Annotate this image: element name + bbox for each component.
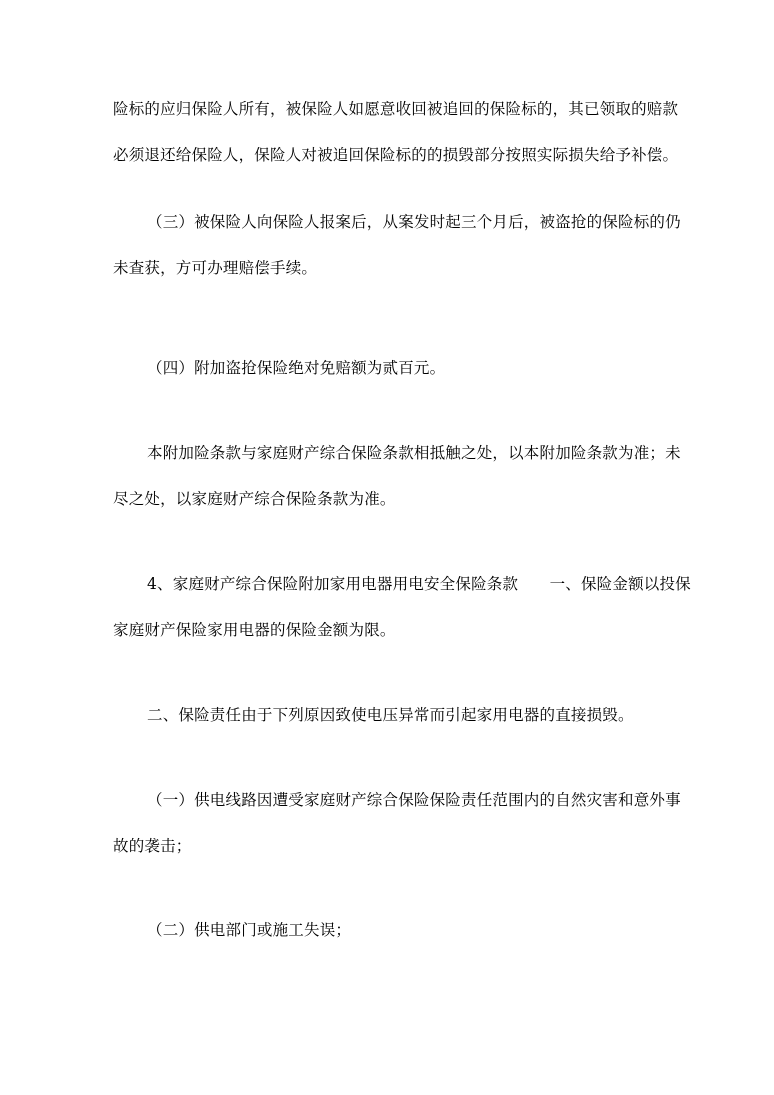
text-line: 未查获，方可办理赔偿手续。 (113, 259, 318, 277)
text-line: 家庭财产保险家用电器的保险金额为限。 (113, 621, 396, 639)
paragraph-liability-item-two (113, 907, 663, 953)
text-line: （一）供电线路因遭受家庭财产综合保险保险责任范围内的自然灾害和意外事 (147, 791, 681, 809)
paragraph-appliance-clause-title (113, 561, 691, 653)
text-line: 故的袭击； (113, 837, 192, 855)
text-line: （三）被保险人向保险人报案后，从案发时起三个月后，被盗抢的保险标的仍 (147, 213, 681, 231)
text-line: 尽之处，以家庭财产综合保险条款为准。 (113, 490, 396, 508)
text-line: 必须退还给保险人，保险人对被追回保险标的的损毁部分按照实际损失给予补偿。 (113, 146, 679, 164)
text-line: （二）供电部门或施工失误； (147, 921, 352, 939)
paragraph-conflict-rule (113, 430, 681, 522)
paragraph-clause-three (113, 199, 681, 291)
text-line: 本附加险条款与家庭财产综合保险条款相抵触之处，以本附加险条款为准；未 (147, 444, 681, 462)
paragraph-stolen-item-recovery (113, 86, 679, 178)
text-line: 4、家庭财产综合保险附加家用电器用电安全保险条款 一、保险金额以投保 (147, 575, 691, 593)
paragraph-clause-four (113, 345, 663, 391)
paragraph-liability-item-one (113, 777, 681, 869)
text-line: （四）附加盗抢保险绝对免赔额为贰百元。 (147, 359, 446, 377)
paragraph-insurance-liability (113, 692, 663, 738)
text-line: 险标的应归保险人所有，被保险人如愿意收回被追回的保险标的，其已领取的赔款 (113, 100, 679, 118)
text-line: 二、保险责任由于下列原因致使电压异常而引起家用电器的直接损毁。 (147, 706, 634, 724)
